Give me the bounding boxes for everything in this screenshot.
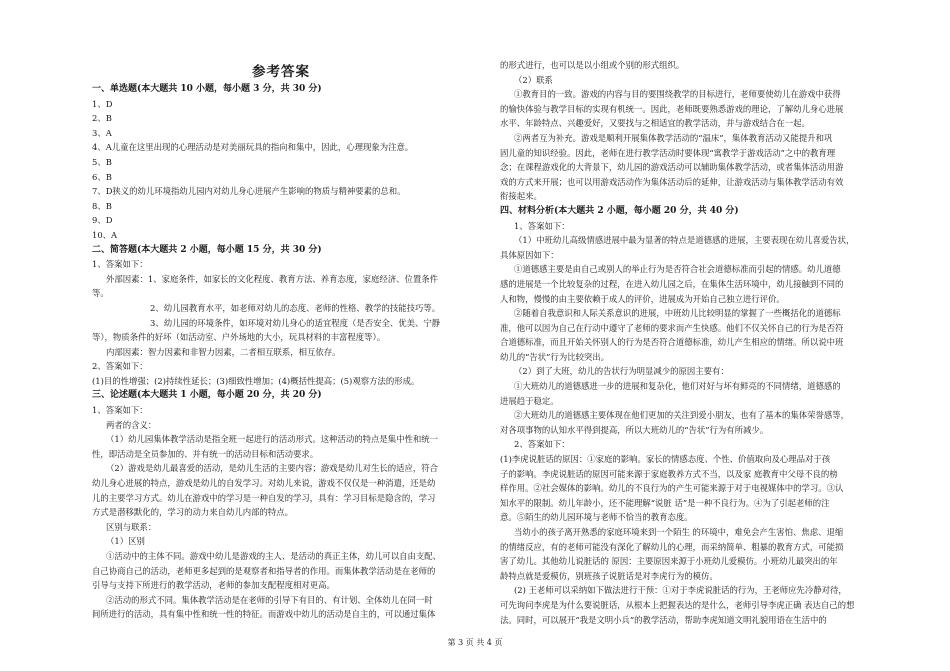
text-line: 自己协商自己的活动，老师更多起到的是观察者和指导者的作用。而集体教学活动是在老师的 <box>92 565 436 576</box>
text-line: 等。 <box>92 288 109 299</box>
text-line: 当幼小的孩子离开熟悉的家庭环境来到一个陌生 的环境中，难免会产生害怕、焦虑、退缩 <box>514 527 844 537</box>
section-heading: 一、单选题(本大题共 10 小题，每小题 3 分，共 30 分) <box>92 84 322 94</box>
text-line: 法。同时，可以展开“我是文明小兵”的教学活动，帮助李虎知道文明礼貌用语在生活中的 <box>500 614 827 625</box>
text-line: 龄特点就是爱模仿，别班孩子说脏话是对李虎行为的模仿。 <box>500 570 718 581</box>
text-line: 8、B <box>92 200 112 211</box>
text-line: 间所进行的活动，具有集中性和统一性的特征。而游戏中幼儿的活动是自主的，可以通过集体 <box>92 609 436 620</box>
text-line: (2) 王老师可以采纳如下做法进行干预：①对于李虎说脏话的行为，王老师应先冷静对待， <box>514 585 847 596</box>
text-line: 3、幼儿园的环境条件，如环境对幼儿身心的适宜程度（是否安全、优美、宁静 <box>150 317 441 328</box>
text-line: 戏的方式来开展；也可以用游戏活动作为集体活动后的延伸，让游戏活动与集体教学活动有效 <box>500 176 844 187</box>
text-line: 4、A儿童在这里出现的心理活动是对美丽玩具的指向和集中，因此，心理现象为注意。 <box>92 142 414 153</box>
text-line: 对各项事物的认知水平得到提高，所以大班幼儿的“告状”行为有所减少。 <box>500 424 769 435</box>
text-line: 念；在课程游戏化的大背景下，幼儿园的游戏活动可以辅助集体教学活动，或者集体活动用游 <box>500 162 844 173</box>
text-line: 性，即活动是全员参加的、并有统一的活动目标和活动要求。 <box>92 448 319 459</box>
text-line: 的愉快体验与教学目标的实现有机统一。因此，老师既要熟悉游戏的理论，了解幼儿身心进展 <box>500 103 844 114</box>
text-line: 方式是潜移默化的，学习的动力来自幼儿内部的特点。 <box>92 507 293 518</box>
text-line: ①道德感主要是由自己或别人的举止行为是否符合社会道德标准而引起的情感。幼儿道德 <box>514 264 841 275</box>
text-line: 的情绪反应，有的老师可能没有深化了解幼儿的心理，而采纳简单、粗暴的教育方式，可能损 <box>500 541 844 552</box>
text-line: ①教育目的一致。游戏的内容与目的要围绕教学的目标进行，老师要使幼儿在游戏中获得 <box>514 89 841 100</box>
page-title: 参考答案 <box>252 64 310 80</box>
text-line: 区别与联系： <box>106 521 157 532</box>
text-line: 合道德标准，而且开始关怀别人的行为是否符合道德标准，幼儿产生相应的情绪。所以说中班 <box>500 337 844 348</box>
text-line: 可先询问李虎是为什么要说脏话，从根本上把握表达的是什么，老师引导李虎正确 表达自己的想 <box>500 599 855 610</box>
text-line: 7、D狭义的幼儿环境指幼儿园内对幼儿身心进展产生影响的物质与精神要素的总和。 <box>92 186 406 197</box>
text-line: 等），物质条件的好坏（如活动室、户外场地的大小，玩具材料的丰富程度等）。 <box>92 332 386 343</box>
text-line: 1、答案如下： <box>92 259 148 270</box>
text-line: ②大班幼儿的道德感主要体现在他们更加的关注到爱小朋友，也有了基本的集体荣誉感等， <box>514 410 849 421</box>
text-line: 10、A <box>92 229 118 240</box>
text-line: （1）中班幼儿高级情感进展中最为显著的特点是道德感的进展，主要表现在幼儿喜爱告状， <box>514 235 855 246</box>
text-line: 进展趋于稳定。 <box>500 395 559 406</box>
text-line: ①活动中的主体不同。游戏中幼儿是游戏的主人、是活动的真正主体，幼儿可以自由支配、 <box>106 551 441 561</box>
text-line: （2）游戏是幼儿最喜爱的活动，是幼儿生活的主要内容；游戏是幼儿对生长的适应，符合 <box>106 463 438 474</box>
text-line: ②随着自我意识和人际关系意识的进展，中班幼儿比较明显的掌握了一些概括化的道德标 <box>514 308 841 319</box>
text-line: 感的进展是一个比较复杂的过程，在进入幼儿园之后，在集体生活环境中，幼儿接触到不同的 <box>500 278 844 289</box>
text-line: 3、A <box>92 127 112 138</box>
text-line: 6、B <box>92 171 112 182</box>
text-line: 知水平的限制。幼儿年龄小，还不能理解“说脏 话”是一种不良行为。④为了引起老师的注 <box>500 497 830 508</box>
section-heading: 四、材料分析(本大题共 2 小题，每小题 20 分，共 40 分) <box>500 205 739 216</box>
text-line: 害了幼儿。其他幼儿说脏话的 原因：主要原因来源于小班幼儿爱模仿。小班幼儿最突出的年 <box>500 556 838 567</box>
text-line: 幼儿身心进展的特点，游戏是幼儿的自发学习。对幼儿来说，游戏不仅仅是一种消遣，还是幼 <box>92 478 436 489</box>
text-line: 衔接起来。 <box>500 191 542 202</box>
text-line: 固儿童的知识经验。因此，老师在进行教学活动时要体现“寓教学于游戏活动”之中的教育理 <box>500 147 836 158</box>
left-text-block <box>92 82 470 622</box>
text-line: ①大班幼儿的道德感进一步的进展和复杂化，他们对好与坏有鲜亮的不同情绪，道德感的 <box>514 381 841 392</box>
text-line: (1)李虎说脏话的原因：①家庭的影响。家长的情感态度、个性、价值取向及心理品对于孩 <box>500 454 831 465</box>
text-line: 1、答案如下： <box>92 405 148 416</box>
text-line: ②活动的形式不同。集体教学活动是在老师的引导下有目的、有计划、全体幼儿在同一时 <box>106 594 433 605</box>
text-line: 子的影响。李虎说脏话的原因可能来源于家庭教养方式不当，以及家 庭教育中父母不良的榜 <box>500 468 838 479</box>
text-line: 儿的主要学习方式。幼儿在游戏中的学习是一种自发的学习，具有：学习目标是隐含的，学习 <box>92 492 436 503</box>
text-line: 2、答案如下： <box>92 361 148 372</box>
text-line: 外部因素：1、家庭条件，如家长的文化程度、教育方法、养育态度，家庭经济、位置条件 <box>106 273 438 284</box>
text-line: 的形式进行，也可以是以小组或个别的形式组织。 <box>500 60 685 70</box>
text-line: （1）区别 <box>106 536 145 547</box>
text-line: （1）幼儿园集体教学活动是指全班一起进行的活动形式。这种活动的特点是集中性和统一 <box>106 434 438 445</box>
text-line: 水平、年龄特点、兴趣爱好，又要找与之相适宜的教学活动，并与游戏结合在一起。 <box>500 118 810 129</box>
text-line: 幼儿的“告状”行为比较突出。 <box>500 351 610 362</box>
text-line: (1)目的性增强；(2)持续性延长；(3)细致性增加；(4)概括性提高；(5)观察方法的形成。 <box>92 375 420 386</box>
text-line: 准，他可以因为自己在行动中遵守了老师的要求而产生快感。他们不仅关怀自己的行为是否符 <box>500 322 844 333</box>
text-line: 1、答案如下： <box>514 220 570 231</box>
left-column <box>92 58 470 622</box>
section-heading: 三、论述题(本大题共 1 小题，每小题 20 分，共 20 分) <box>92 390 322 401</box>
text-line: 样作用。②社会媒体的影响。幼儿的不良行为的产生可能来源于对于电视媒体中的学习。③认 <box>500 483 844 494</box>
right-column <box>500 58 878 627</box>
text-line: 2、答案如下： <box>514 439 570 450</box>
text-line: 两者的含义： <box>106 419 157 430</box>
text-line: 2、B <box>92 113 112 124</box>
text-line: 1、D <box>92 98 113 109</box>
text-line: （2）到了大班，幼儿的告状行为明显减少的原因主要有： <box>514 366 729 377</box>
text-line: 5、B <box>92 156 112 167</box>
text-line: 引导与支持下所进行的教学活动，老师的参加支配程度相对更高。 <box>92 580 335 591</box>
right-text-block <box>500 58 878 627</box>
text-line: ②两者互为补充。游戏是顺利开展集体教学活动的“温床”，集体教育活动又能提升和巩 <box>514 132 833 143</box>
section-heading: 二、简答题(本大题共 2 小题，每小题 15 分，共 30 分) <box>92 244 322 255</box>
text-line: 9、D <box>92 215 113 226</box>
text-line: 内部因素：智力因素和非智力因素，二者相互联系，相互依存。 <box>106 346 341 357</box>
text-line: （2）联系 <box>514 74 553 85</box>
page-footer: 第 3 页 共 4 页 <box>447 638 503 647</box>
text-line: 意。⑤陌生的幼儿园环境与老师不恰当的教育态度。 <box>500 512 693 523</box>
text-line: 人和物，慢慢的由主要依赖于成人的评价，进展成为开始自己独立进行评价。 <box>500 293 785 304</box>
text-line: 具体原因如下： <box>500 249 559 260</box>
text-line: 2、幼儿园教育水平，如老师对幼儿的态度、老师的性格、教学的技能技巧等。 <box>150 302 441 313</box>
